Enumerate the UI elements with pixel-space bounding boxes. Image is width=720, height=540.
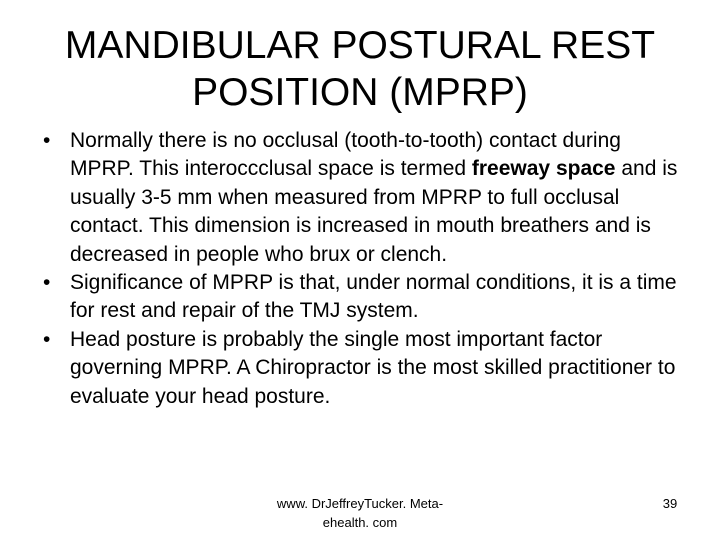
footer-website-line-2: ehealth. com <box>322 515 398 530</box>
bullet-marker: • <box>43 129 51 152</box>
slide-title-line-1: MANDIBULAR POSTURAL REST <box>64 24 656 67</box>
footer-website <box>255 494 465 532</box>
bullet-marker: • <box>43 327 51 351</box>
bullet-item-head-posture <box>42 326 687 411</box>
bullet-text: Significance of MPRP is that, under normal conditions, it is a time for rest and repair of the TMJ system. <box>70 271 677 323</box>
bullet-list <box>42 127 687 411</box>
slide-title <box>20 22 700 116</box>
bullet-text-part: and is usually 3-5 mm when measured from MPRP to full occlusal contact. This dimension is increased in mouth breathers and is decreased in people who brux or clench. <box>70 157 678 266</box>
freeway-space-term: freeway space <box>471 157 616 181</box>
bullet-item-freeway-space <box>42 127 687 269</box>
slide-number: 39 <box>662 496 678 511</box>
bullet-text-part: Normally there is no occlusal (tooth-to-tooth) contact during MPRP. This interoccclusal space is termed <box>70 129 621 181</box>
bullet-marker: • <box>43 271 51 295</box>
slide-title-line-2: POSITION (MPRP) <box>192 71 528 114</box>
footer-website-line-1: www. DrJeffreyTucker. Meta- <box>276 496 444 511</box>
bullet-text: Head posture is probably the single most important factor governing MPRP. A Chiropractor is the most skilled practitioner to evaluate your head posture. <box>70 327 676 408</box>
bullet-item-significance <box>42 269 687 326</box>
